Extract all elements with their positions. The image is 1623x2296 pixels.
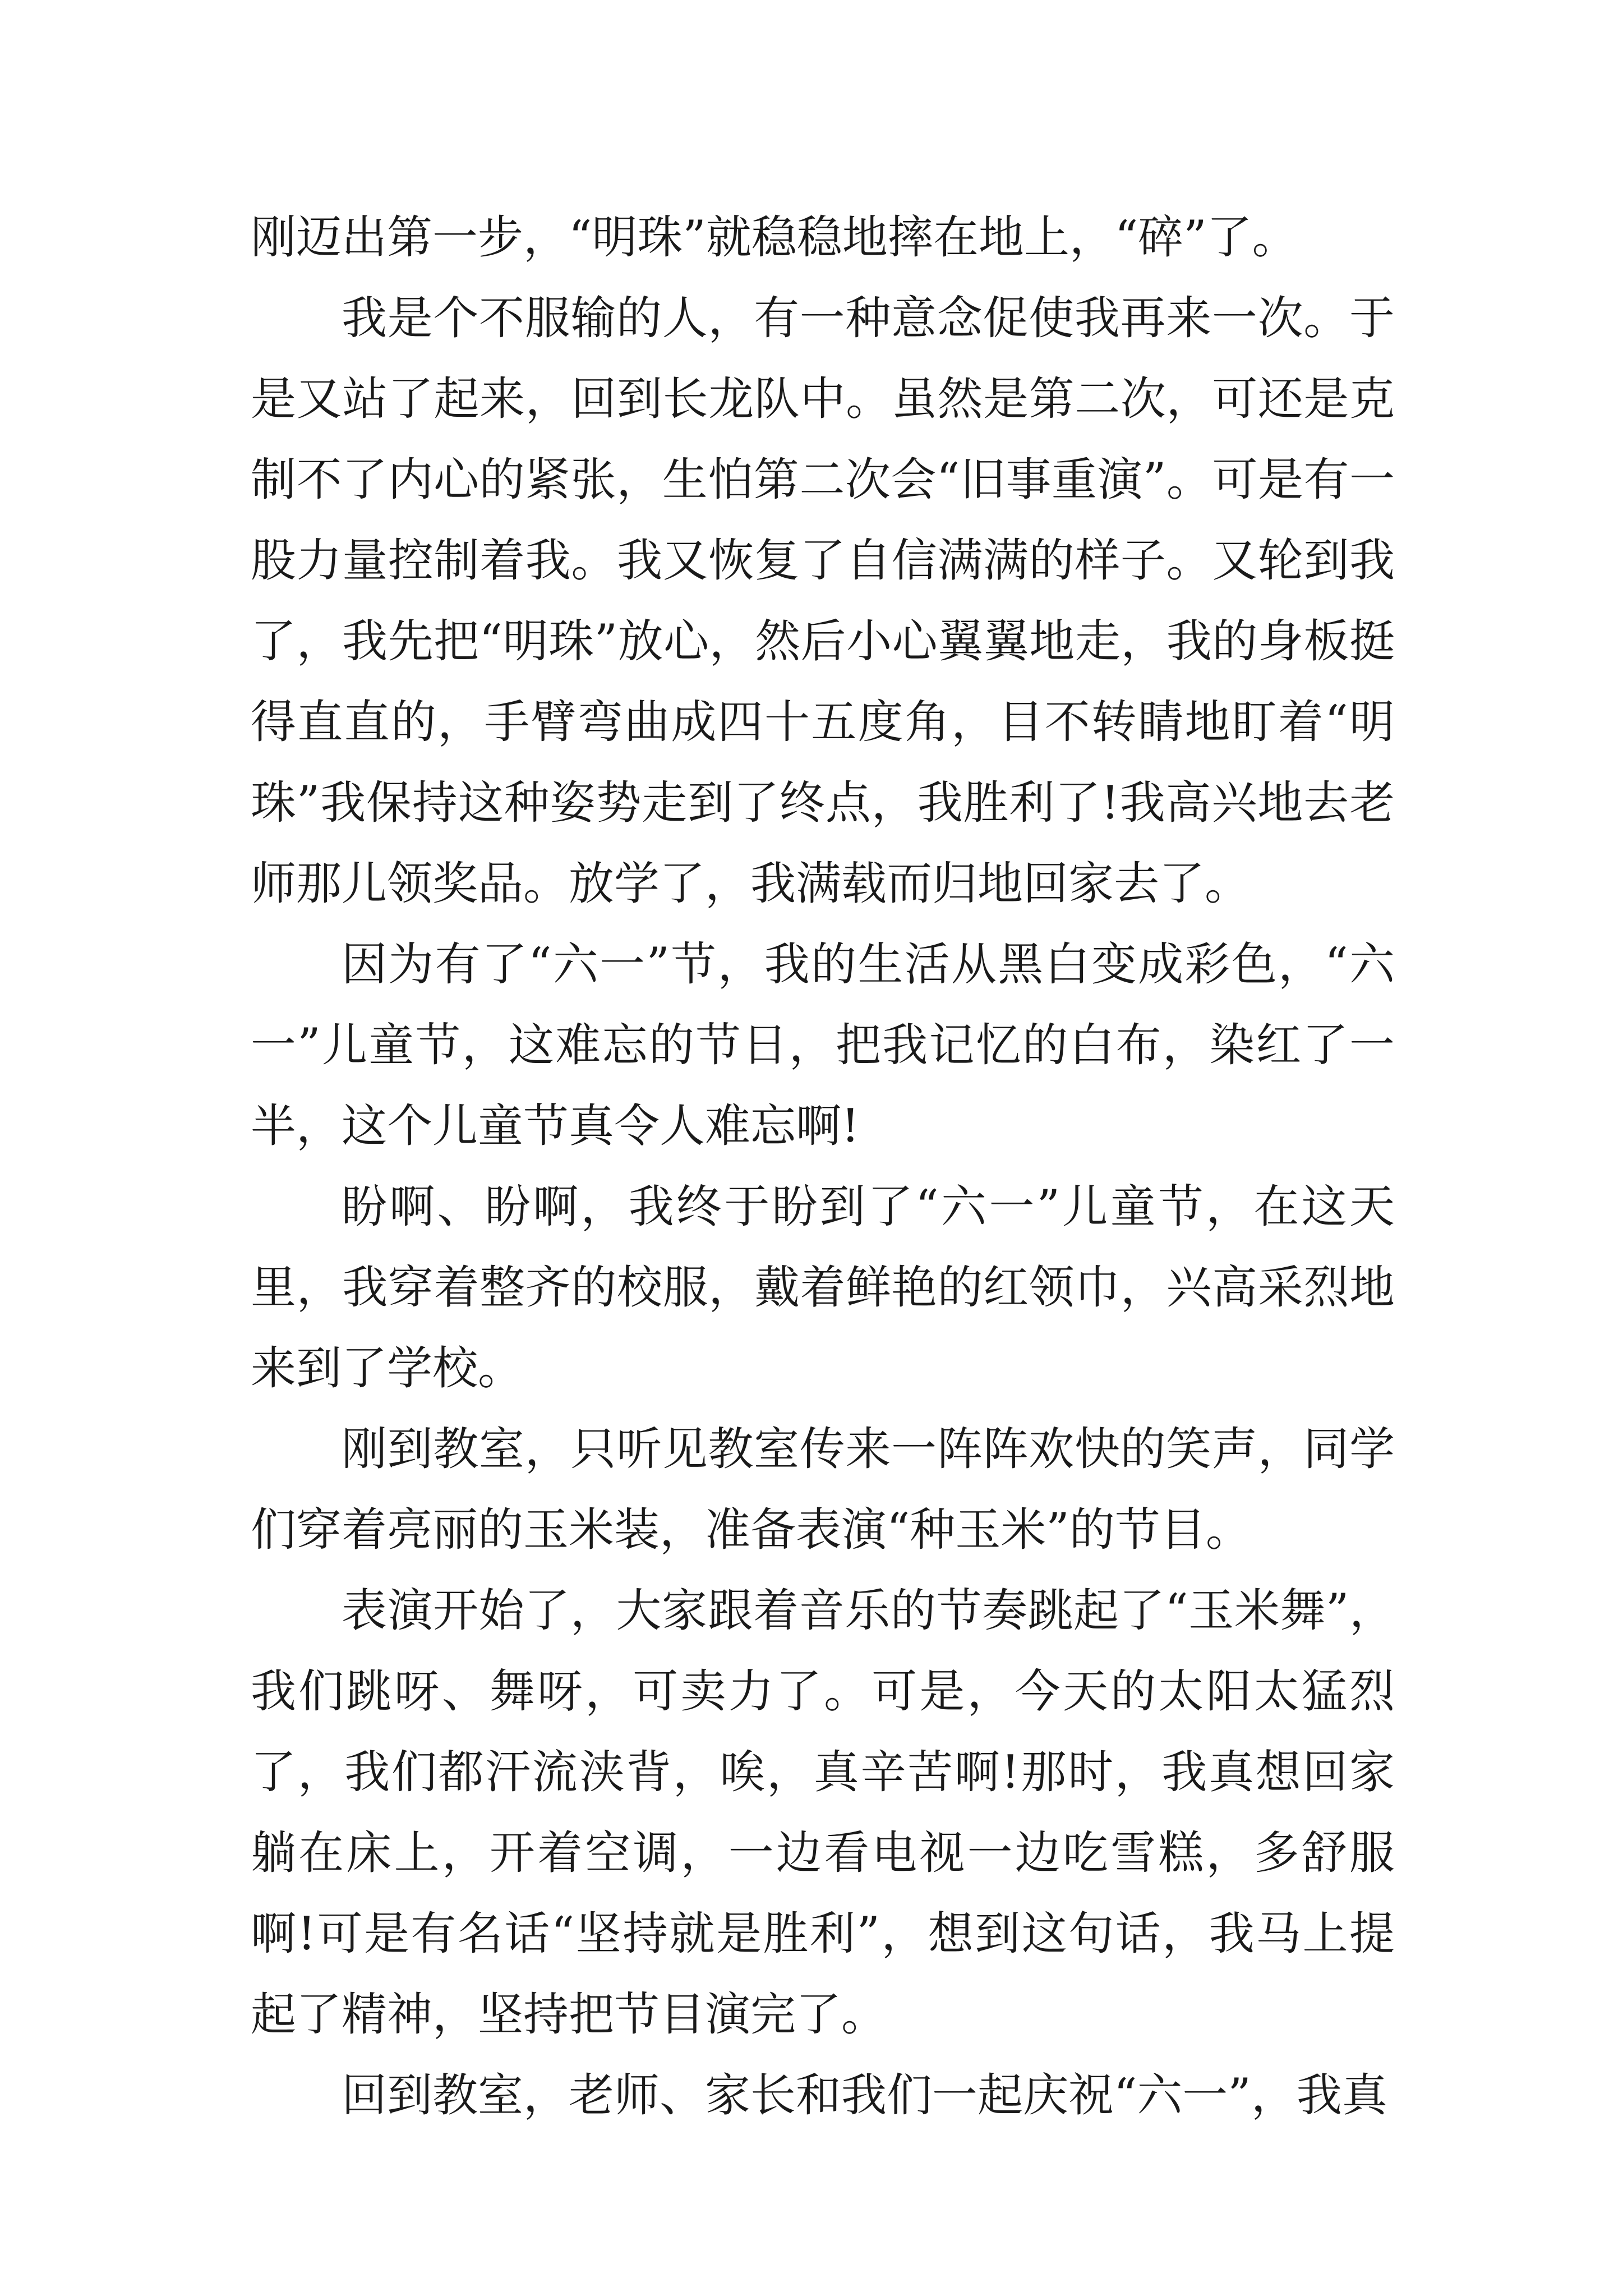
paragraph-5: 刚到教室，只听见教室传来一阵阵欢快的笑声，同学们穿着亮丽的玉米装，准备表演“种玉米”的节目。 [251, 1423, 1395, 1557]
paragraph-4: 盼啊、盼啊，我终于盼到了“六一”儿童节，在这天里，我穿着整齐的校服，戴着鲜艳的红领巾，兴高采烈地来到了学校。 [251, 1181, 1395, 1395]
paragraph-3: 因为有了“六一”节，我的生活从黑白变成彩色，“六一”儿童节，这难忘的节日，把我记忆的白布，染红了一半，这个儿童节真令人难忘啊! [251, 938, 1395, 1153]
paragraph-2: 我是个不服输的人，有一种意念促使我再来一次。于是又站了起来，回到长龙队中。虽然是第二次，可还是克制不了内心的紧张，生怕第二次会“旧事重演”。可是有一股力量控制着我。我又恢复了自信满满的样子。又轮到我了，我先把“明珠”放心，然后小心翼翼地走，我的身板挺得直直的，手臂弯曲成四十五度角，目不转睛地盯着“明珠”我保持这种姿势走到了终点，我胜利了!我高兴地去老师那儿领奖品。放学了，我满载而归地回家去了。 [251, 292, 1395, 910]
document-body [251, 197, 1395, 2136]
paragraph-1: 刚迈出第一步，“明珠”就稳稳地摔在地上，“碎”了。 [251, 211, 1298, 264]
paragraph-6: 表演开始了，大家跟着音乐的节奏跳起了“玉米舞”，我们跳呀、舞呀，可卖力了。可是，今天的太阳太猛烈了，我们都汗流浃背，唉，真辛苦啊!那时，我真想回家躺在床上，开着空调，一边看电视一边吃雪糕，多舒服啊!可是有名话“坚持就是胜利”，想到这句话，我马上提起了精神，坚持把节目演完了。 [251, 1585, 1395, 2041]
paragraph-7: 回到教室，老师、家长和我们一起庆祝“六一”，我真 [342, 2069, 1387, 2122]
